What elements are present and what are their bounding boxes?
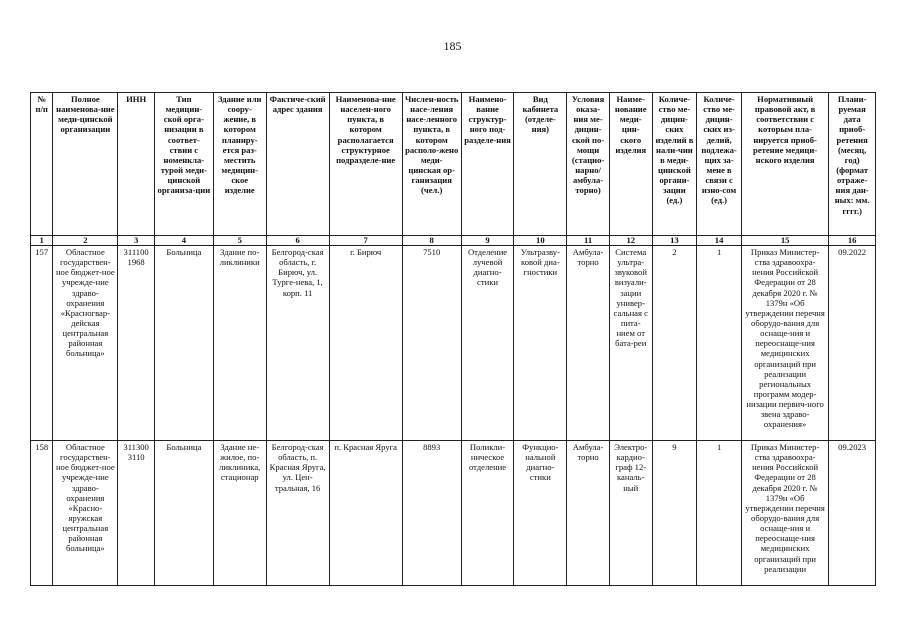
device-name: Система ультра-звуковой визуали-зации универ-сальная с пита-нием от бата-реи [609, 246, 652, 441]
organization-type: Больница [154, 441, 213, 586]
header-cell: Наиме-нование меди-цин-ского изделия [609, 93, 652, 236]
header-cell: ИНН [118, 93, 155, 236]
column-number: 1 [31, 236, 53, 246]
header-cell: № п/п [31, 93, 53, 236]
subdivision: Поликли-ническое отделение [461, 441, 514, 586]
header-cell: Числен-ность насе-ления насе-ленного пункта, в котором располо-жено меди-цинская ор-ганизация (чел.) [402, 93, 461, 236]
header-cell: Фактиче-ский адрес здания [266, 93, 329, 236]
address: Белгород-ская область, г. Бирюч, ул. Турге-нева, 1, корп. 11 [266, 246, 329, 441]
column-number: 6 [266, 236, 329, 246]
column-number: 14 [697, 236, 742, 246]
legal-act: Приказ Министер-ства здравоохра-нения Российской Федерации от 28 декабря 2020 г. № 1379н «Об утверждении перечня оборудо-вания для оснаще-ния и переоснаще-ния медицинских организаций при реализации [741, 441, 828, 586]
cabinet-type: Функцио-нальной диагно-стики [514, 441, 567, 586]
header-cell: Количе-ство ме-дицин-ских из-делий, подлежа-щих за-мене в связи с изно-сом (ед.) [697, 93, 742, 236]
subdivision: Отделение лучевой диагно-стики [461, 246, 514, 441]
table-row [31, 441, 876, 586]
row-number: 158 [31, 441, 53, 586]
row-number: 157 [31, 246, 53, 441]
column-number: 10 [514, 236, 567, 246]
population: 8893 [402, 441, 461, 586]
column-number: 5 [213, 236, 266, 246]
qty-available: 9 [652, 441, 697, 586]
header-cell: Полное наименова-ние меди-цинской организации [53, 93, 118, 236]
care-conditions: Амбула-торно [567, 441, 610, 586]
header-row [31, 93, 876, 236]
column-number: 15 [741, 236, 828, 246]
purchase-date: 09.2023 [829, 441, 876, 586]
header-cell: Тип медицин-ской орга-низации в соответ-ствии с номенкла-турой меди-цинской организа-ции [154, 93, 213, 236]
inn: 311100 1968 [118, 246, 155, 441]
column-number: 9 [461, 236, 514, 246]
column-number: 2 [53, 236, 118, 246]
header-cell: Наимено-вание структур-ного под-разделе-ния [461, 93, 514, 236]
purchase-date: 09.2022 [829, 246, 876, 441]
building: Здание не-жилое, по-ликлиника, стационар [213, 441, 266, 586]
qty-available: 2 [652, 246, 697, 441]
address: Белгород-ская область, п. Красная Яруга, ул. Цен-тральная, 16 [266, 441, 329, 586]
organization-name: Областное государствен-ное бюджет-ное учрежде-ние здраво-охранения «Красно-яружская центральная районная больница» [53, 441, 118, 586]
header-cell: Наименова-ние населен-ного пункта, в котором располагается структурное подразделе-ние [329, 93, 402, 236]
header-cell: Плани-руемая дата приоб-ретения (месяц, год) (формат отраже-ния дан-ных: мм. гггг.) [829, 93, 876, 236]
organization-name: Областное государствен-ное бюджет-ное учрежде-ние здраво-охранения «Красногвар-дейская центральная районная больница» [53, 246, 118, 441]
column-number: 4 [154, 236, 213, 246]
settlement: п. Красная Яруга [329, 441, 402, 586]
column-number: 11 [567, 236, 610, 246]
medical-equipment-table [30, 92, 876, 586]
column-number: 16 [829, 236, 876, 246]
legal-act: Приказ Министер-ства здравоохра-нения Российской Федерации от 28 декабря 2020 г. № 1379н «Об утверждении перечня оборудо-вания для оснаще-ния и переоснаще-ния медицинских организаций при реализации региональных программ модер-низации первич-ного звена здраво-охранения» [741, 246, 828, 441]
column-number: 8 [402, 236, 461, 246]
column-number: 7 [329, 236, 402, 246]
page-number: 185 [443, 39, 462, 53]
device-name: Электро-кардио-граф 12-каналь-ный [609, 441, 652, 586]
column-number: 3 [118, 236, 155, 246]
table-row [31, 246, 876, 441]
column-number: 12 [609, 236, 652, 246]
inn: 311300 3110 [118, 441, 155, 586]
column-number: 13 [652, 236, 697, 246]
settlement: г. Бирюч [329, 246, 402, 441]
building: Здание по-ликлиники [213, 246, 266, 441]
header-cell: Количе-ство ме-дицин-ских изделий в нали-чии в меди-цинской органи-зации (ед.) [652, 93, 697, 236]
header-cell: Нормативный правовой акт, в соответствии с которым пла-нируется приоб-ретение медици-нского изделия [741, 93, 828, 236]
header-cell: Условия оказа-ния ме-дицин-ской по-мощи (стацио-нарно/ амбула-торно) [567, 93, 610, 236]
qty-replace: 1 [697, 441, 742, 586]
population: 7510 [402, 246, 461, 441]
cabinet-type: Ультразву-ковой диа-гностики [514, 246, 567, 441]
organization-type: Больница [154, 246, 213, 441]
header-cell: Здание или соору-жение, в котором планиру-ется раз-местить медицин-ское изделие [213, 93, 266, 236]
care-conditions: Амбула-торно [567, 246, 610, 441]
qty-replace: 1 [697, 246, 742, 441]
column-number-row [31, 236, 876, 246]
header-cell: Вид кабинета (отделе-ния) [514, 93, 567, 236]
